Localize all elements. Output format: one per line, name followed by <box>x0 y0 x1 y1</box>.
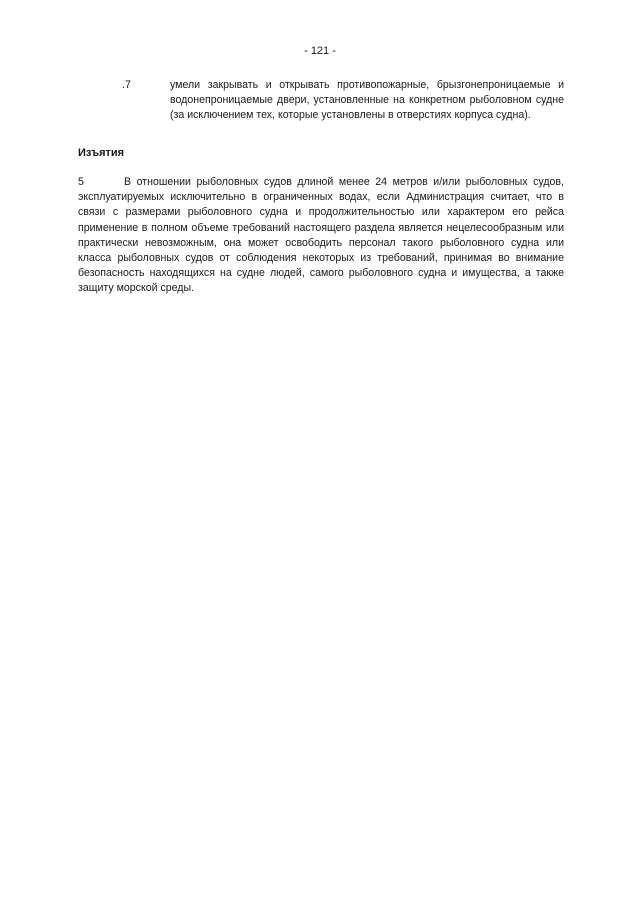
list-item-number: .7 <box>122 79 131 91</box>
paragraph-text: В отношении рыболовных судов длиной менее 24 метров и/или рыболовных судов, эксплуатируемых исключительно в ограниченных водах, если Администрация считает, что в связи с размерами рыболовного судна и продолжительностью или характером его рейса применение в полном объеме требований настоящего раздела является нецелесообразным или практически невозможным, она может освободить персонал такого рыболовного судна или класса рыболовных судов от соблюдения некоторых из требований, принимая во внимание безопасность находящихся на судне людей, самого рыболовного судна и имущества, а также защиту морской среды. <box>78 176 564 295</box>
paragraph-number: 5 <box>78 176 84 188</box>
list-item-text: умели закрывать и открывать противопожарные, брызгонепроницаемые и водонепроницаемые двери, установленные на конкретном рыболовном судне (за исключением тех, которые установлены в отверстиях корпуса судна). <box>170 79 564 121</box>
section-paragraph <box>78 175 564 297</box>
page-number: - 121 - <box>304 45 336 57</box>
section-heading: Изъятия <box>78 147 125 159</box>
